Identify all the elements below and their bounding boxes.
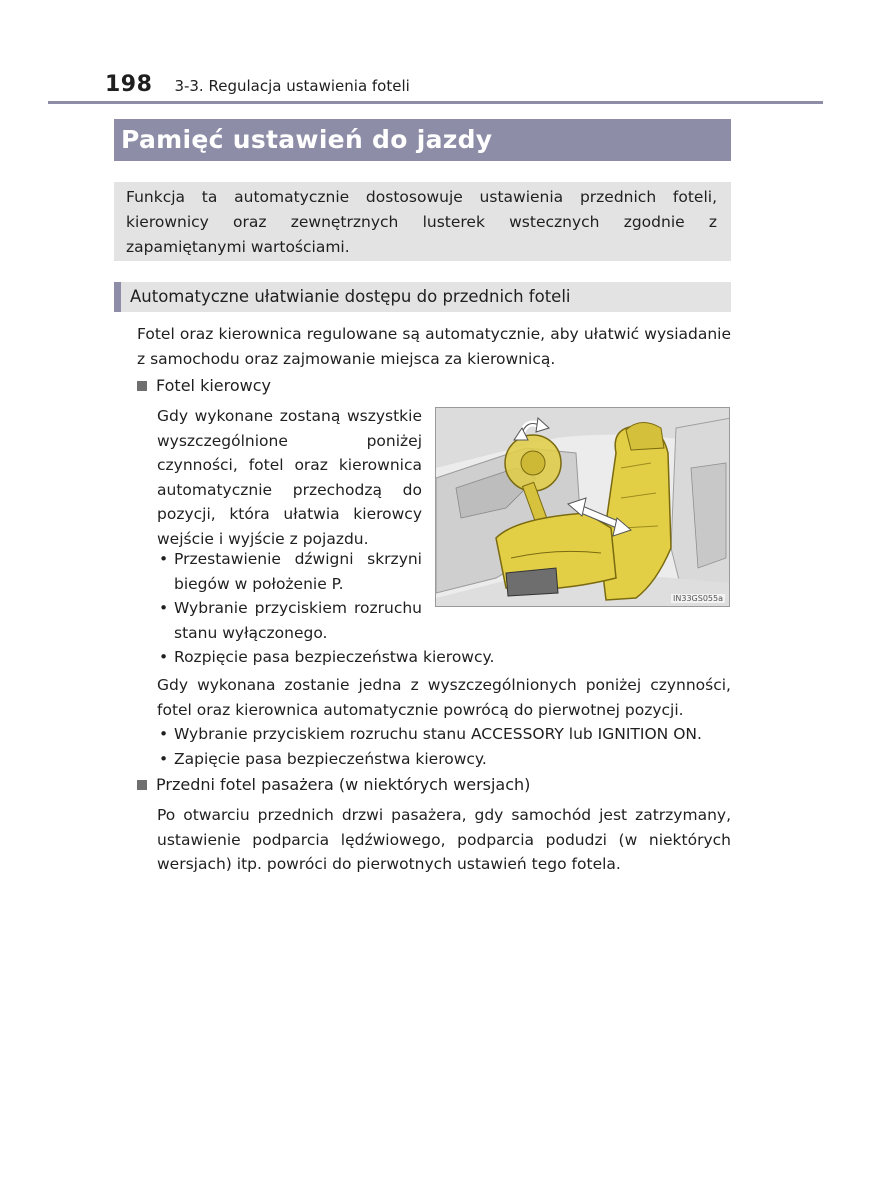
passenger-seat-heading: [137, 773, 530, 797]
square-bullet-icon: [137, 381, 147, 391]
seat-illustration: [435, 407, 730, 607]
driver-conditions-list-cont: [157, 645, 737, 670]
list-item: • Wybranie przyciskiem rozruchu stanu ACCESSORY lub IGNITION ON.: [157, 722, 737, 747]
chapter-title: 3-3. Regulacja ustawienia foteli: [174, 77, 410, 95]
list-item: • Rozpięcie pasa bezpieczeństwa kierowcy.: [157, 645, 737, 670]
list-item: • Zapięcie pasa bezpieczeństwa kierowcy.: [157, 747, 737, 772]
passenger-seat-text: Po otwarciu przednich drzwi pasażera, gdy samochód jest zatrzymany, ustawienie podparcia lędźwiowego, podparcia podudzi (w niektórych wersjach) itp. powróci do pierwotnych ustawień tego fotela.: [157, 806, 731, 873]
driver-seat-text: Gdy wykonane zostaną wszystkie wyszczególnione poniżej czynności, fotel oraz kierownica automatycznie przechodzą do pozycji, która ułatwia kierowcy wejście i wyjście z pojazdu.: [157, 407, 422, 548]
passenger-seat-heading-text: Przedni fotel pasażera (w niektórych wersjach): [156, 775, 531, 794]
page-header: [105, 72, 410, 102]
page-title: Pamięć ustawień do jazdy: [114, 119, 731, 161]
page-number: 198: [105, 72, 153, 97]
list-item: • Wybranie przyciskiem rozruchu stanu wyłączonego.: [157, 596, 422, 645]
header-rule: [48, 101, 823, 104]
driver-seat-heading-text: Fotel kierowcy: [156, 376, 271, 395]
section-lead: Fotel oraz kierownica regulowane są automatycznie, aby ułatwić wysiadanie z samochodu oraz zajmowanie miejsca za kierownicą.: [137, 325, 731, 368]
figure-code: IN33GS055a: [673, 594, 723, 603]
section-heading: [114, 282, 731, 312]
driver-return-list: [157, 722, 737, 771]
intro-box: Funkcja ta automatycznie dostosowuje ustawienia przednich foteli, kierownicy oraz zewnętrznych lusterek wstecznych zgodnie z zapamiętanymi wartościami.: [114, 182, 731, 261]
driver-return-text: Gdy wykonana zostanie jedna z wyszczególnionych poniżej czynności, fotel oraz kierownica automatycznie powrócą do pierwotnej pozycji.: [157, 676, 731, 719]
section-heading-text: Automatyczne ułatwianie dostępu do przednich foteli: [130, 287, 571, 306]
list-item: • Przestawienie dźwigni skrzyni biegów w położenie P.: [157, 547, 422, 596]
driver-seat-heading: [137, 374, 271, 398]
car-interior-illustration: [436, 408, 730, 607]
driver-conditions-list: [157, 547, 422, 645]
square-bullet-icon: [137, 780, 147, 790]
